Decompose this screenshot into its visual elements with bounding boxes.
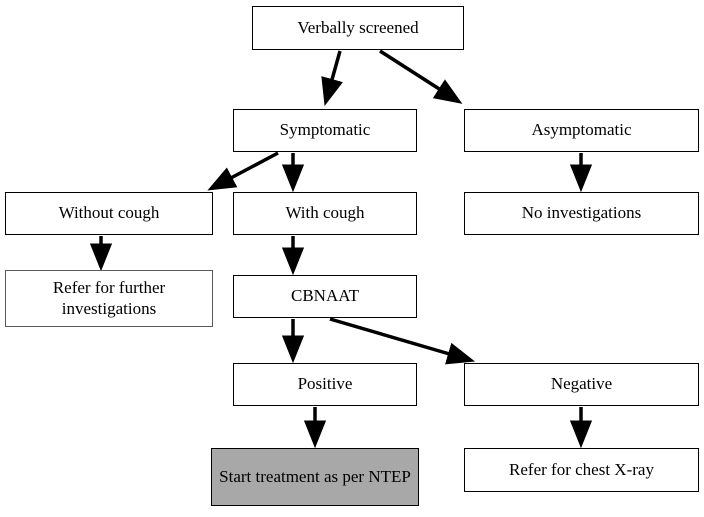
node-verbally-screened: Verbally screened xyxy=(252,6,464,50)
node-negative: Negative xyxy=(464,363,699,406)
node-with-cough: With cough xyxy=(233,192,417,235)
node-refer-further-investigations: Refer for further investigations xyxy=(5,270,213,327)
node-cbnaat: CBNAAT xyxy=(233,275,417,318)
edge-screened-to-asymptomatic xyxy=(380,51,458,101)
node-positive: Positive xyxy=(233,363,417,406)
edge-symptomatic-to-without-cough xyxy=(212,153,278,188)
edge-cbnaat-to-negative xyxy=(330,319,470,360)
node-asymptomatic: Asymptomatic xyxy=(464,109,699,152)
node-symptomatic: Symptomatic xyxy=(233,109,417,152)
node-without-cough: Without cough xyxy=(5,192,213,235)
node-no-investigations: No investigations xyxy=(464,192,699,235)
node-refer-chest-xray: Refer for chest X-ray xyxy=(464,448,699,492)
edge-screened-to-symptomatic xyxy=(326,51,340,101)
node-start-treatment-ntep: Start treatment as per NTEP xyxy=(211,448,419,506)
